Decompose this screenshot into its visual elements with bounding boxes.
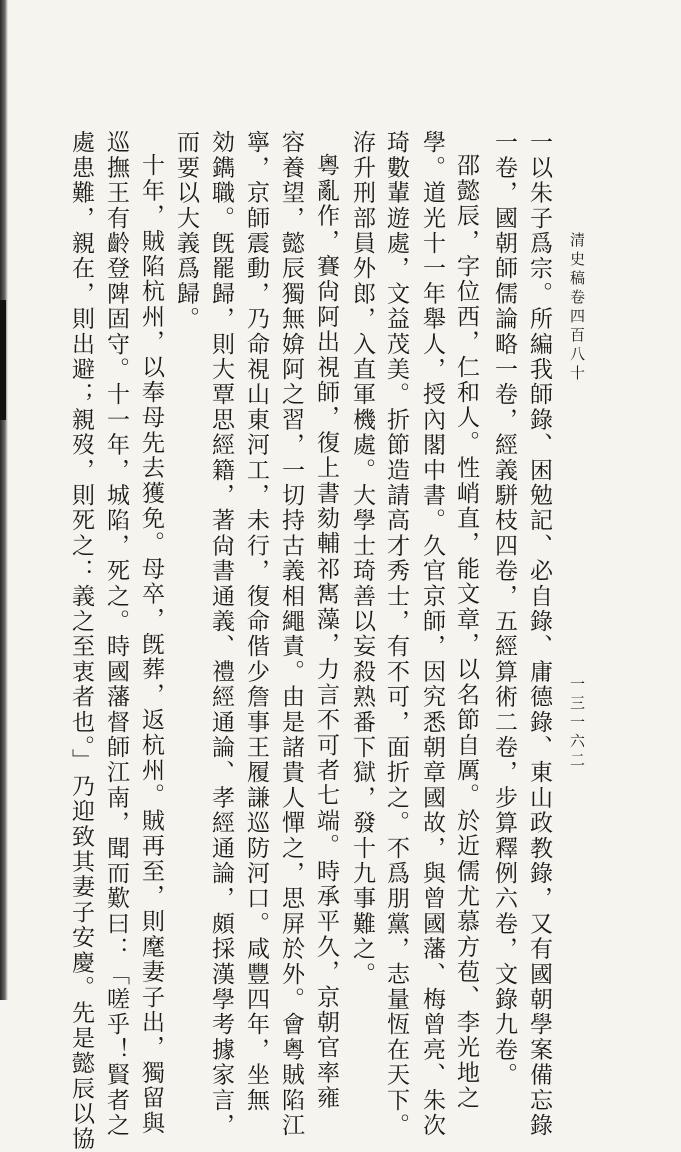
text-column-1: 一以朱子爲宗。所編我師錄、困勉記、必自錄、庸德錄、東山政教錄，又有國朝學案備忘錄 xyxy=(526,130,552,1138)
binding-edge-mark xyxy=(0,300,6,420)
binding-edge xyxy=(0,0,8,1000)
text-column-8: 容養望，懿辰獨無媕阿之習，一切持古義相繩責。由是諸貴人憚之，思屏於外。會粵賊陷江 xyxy=(278,130,304,1138)
text-column-4: 學。道光十一年舉人，授內閣中書。久官京師，因究悉朝章國故，與曾國藩、梅曾亮、朱次 xyxy=(419,130,445,1138)
text-column-11: 而要以大義爲歸。 xyxy=(173,130,199,332)
text-column-12: 十年，賊陷杭州，以奉母先去獲免。母卒，旣葬，返杭州。賊再至，則麾妻子出，獨留與 xyxy=(138,153,164,1136)
text-column-6: 洊升刑部員外郎，入直軍機處。大學士琦善以妄殺熟番下獄，發十九事難之。 xyxy=(349,130,375,987)
text-column-10: 効鐫職。旣罷歸，則大覃思經籍，著尙書通義、禮經通論、孝經通論，頗採漢學考據家言， xyxy=(208,130,234,1138)
running-title: 清史稿卷四百八十 xyxy=(568,232,586,384)
text-column-5: 琦數輩遊處，文益茂美。折節造請高才秀士，有不可，面折之。不爲朋黨，志量恆在天下。 xyxy=(383,130,409,1138)
text-column-2: 一卷，國朝師儒論略一卷，經義駢枝四卷，五經算術二卷，步算釋例六卷，文錄九卷。 xyxy=(491,130,517,1088)
page-number: 一三一六二 xyxy=(568,676,586,771)
text-column-9: 寧，京師震動，乃命視山東河工，未行，復命偕少詹事王履謙巡防河口。咸豐四年，坐無 xyxy=(243,130,269,1113)
text-column-14: 處患難，親在，則出避；親歿，則死之：義之至衷者也。」乃迎致其妻子安慶。先是懿辰以協 xyxy=(68,130,94,1152)
text-column-3: 邵懿辰，字位西，仁和人。性峭直，能文章，以名節自厲。於近儒尤慕方苞、李光地之 xyxy=(453,153,479,1111)
text-column-7: 粵亂作，賽尙阿出視師，復上書劾輔祁寯藻，力言不可者七端。時承平久，京朝官率雍 xyxy=(313,153,339,1111)
text-column-13: 巡撫王有齡登陴固守。十一年，城陷，死之。時國藩督師江南，聞而歎曰：「嗟乎！賢者之 xyxy=(103,130,129,1138)
